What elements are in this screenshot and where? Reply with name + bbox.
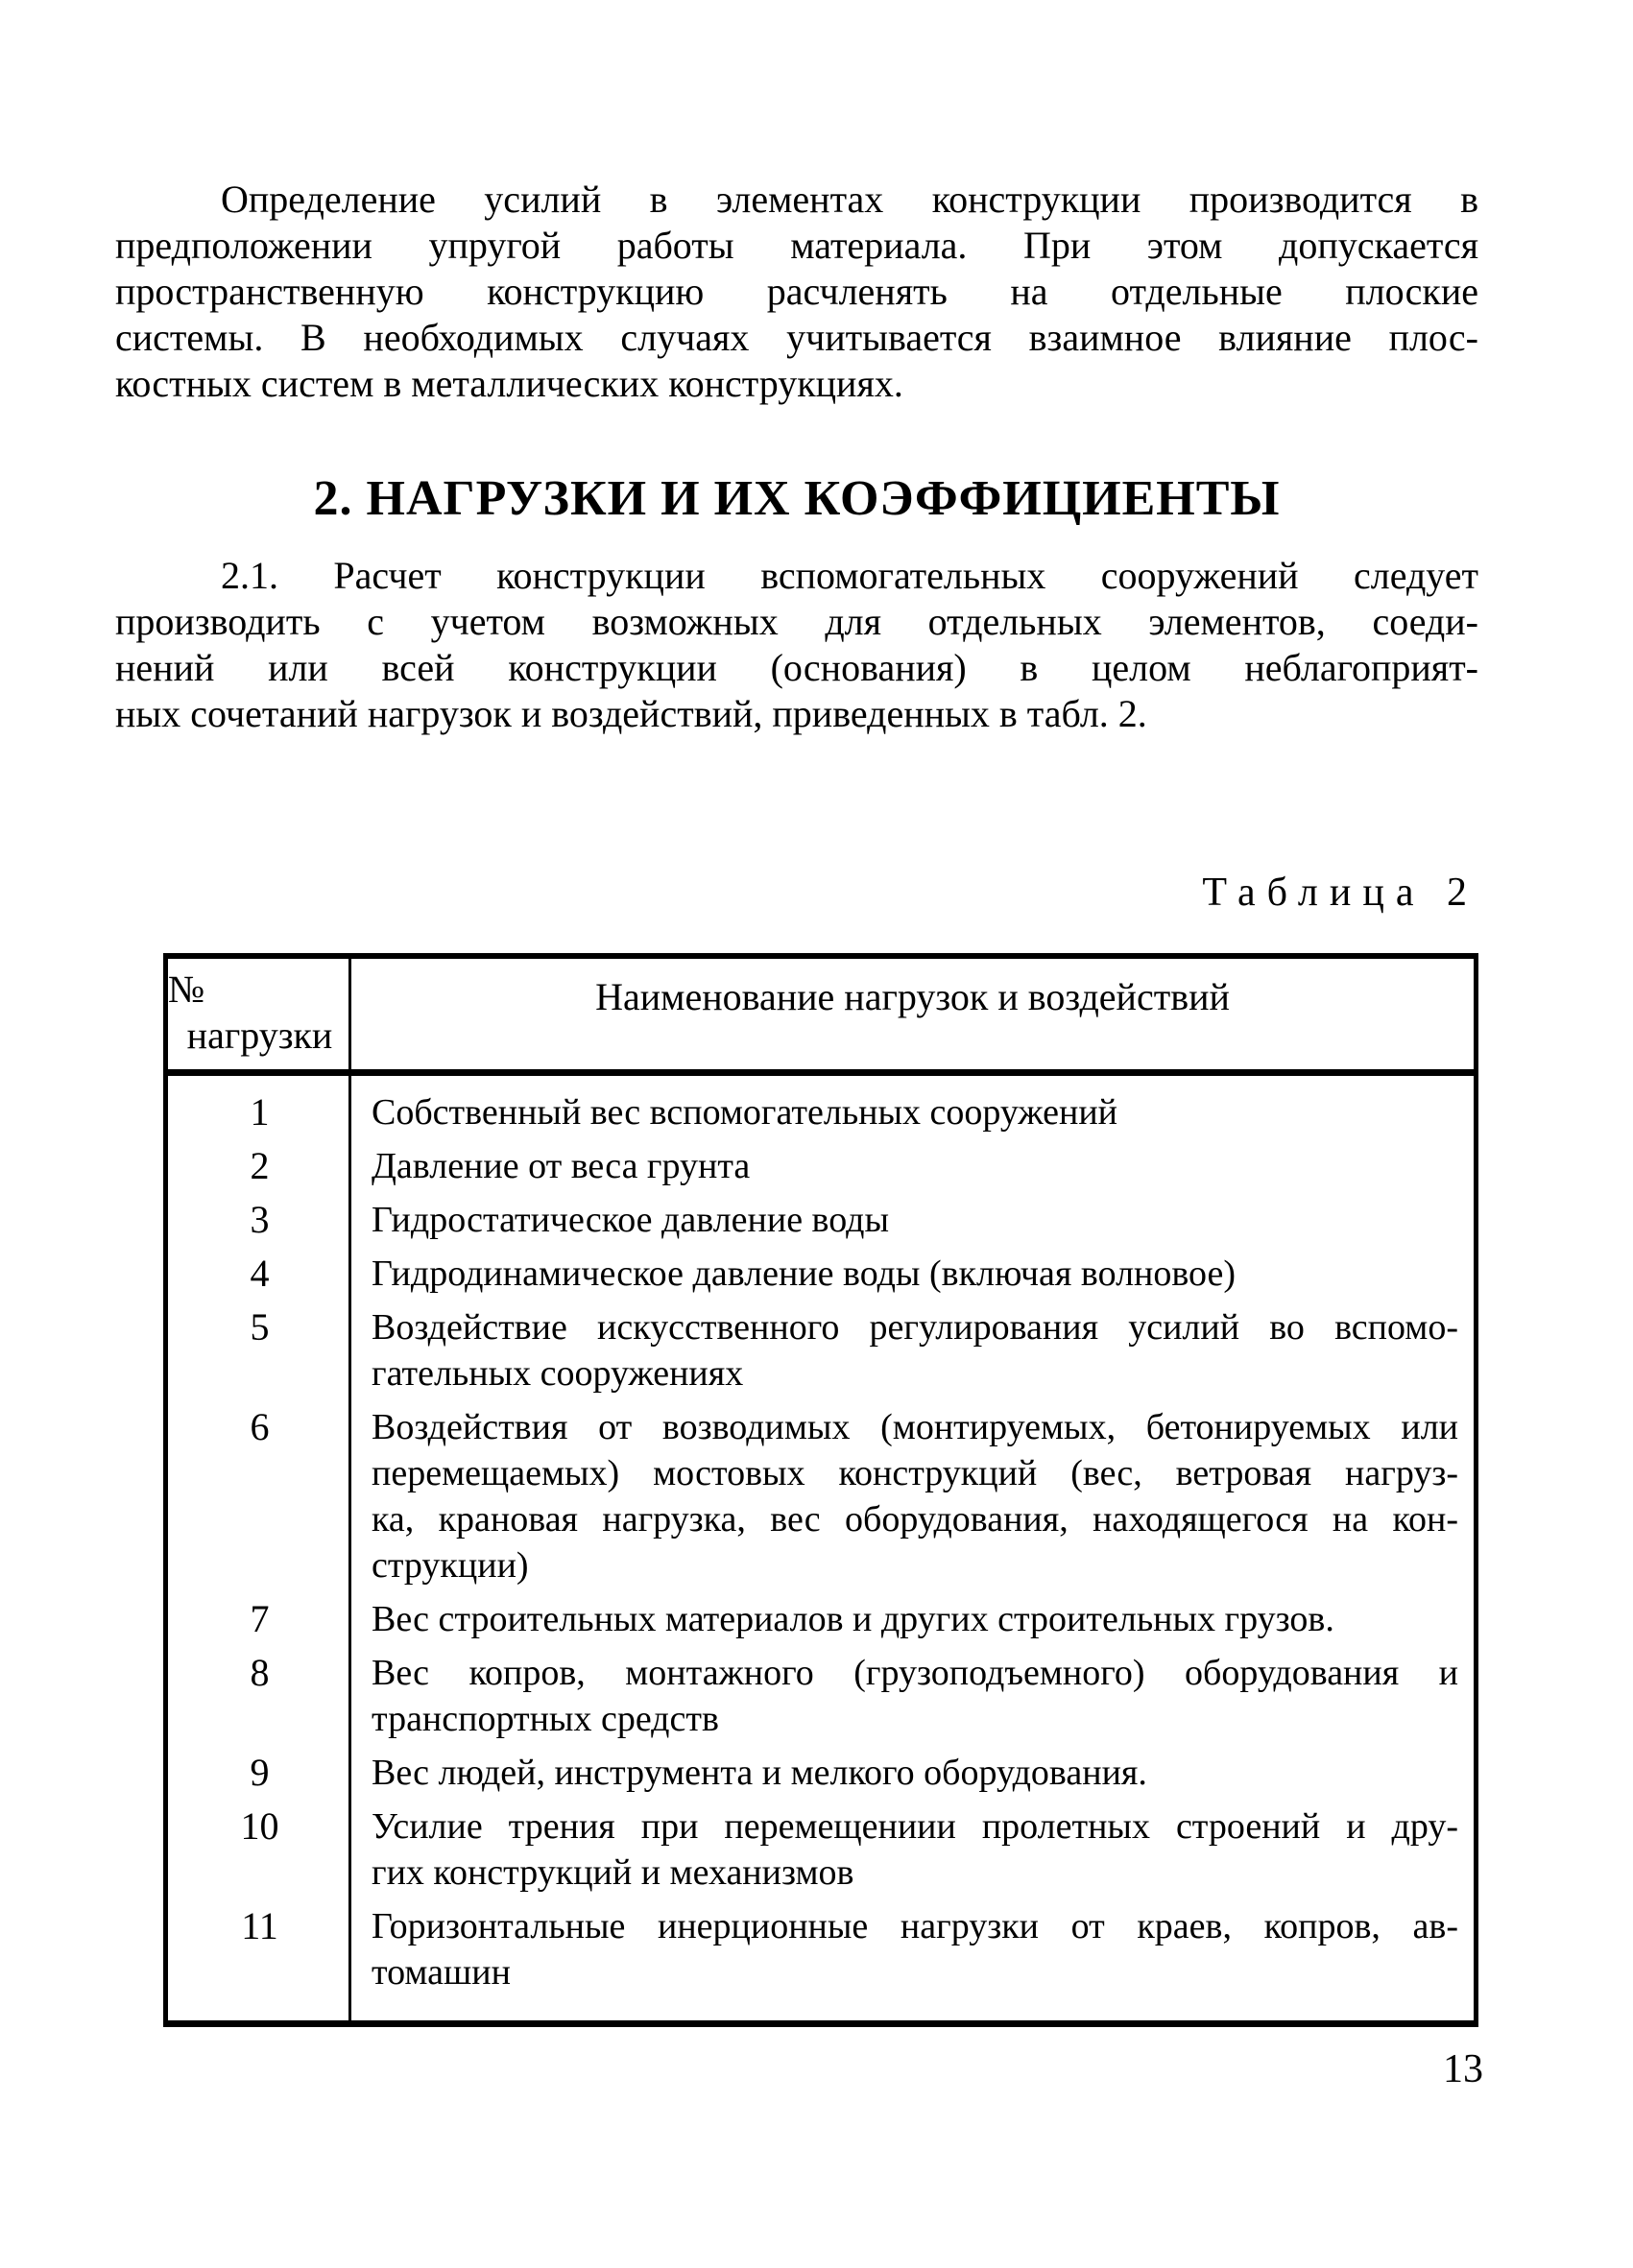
section-heading: 2. НАГРУЗКИ И ИХ КОЭФФИЦИЕНТЫ xyxy=(313,471,1281,526)
text-line: Воздействия от возводимых (монтируемых, бетонируемых или xyxy=(372,1407,1458,1447)
text-line: нагрузки xyxy=(186,1014,333,1057)
text-line: томашин xyxy=(372,1952,511,1993)
row-text xyxy=(351,1596,1474,1642)
row-number: 8 xyxy=(250,1651,270,1694)
table-body xyxy=(168,1076,1474,1995)
row-text xyxy=(351,1750,1474,1796)
text-line: Усилие трения при перемещениии пролетных строений и дру- xyxy=(372,1806,1458,1847)
row-number: 7 xyxy=(250,1597,270,1640)
text-line: транспортных средств xyxy=(372,1699,719,1739)
text-line: Собственный вес вспомогательных сооружений xyxy=(372,1092,1118,1133)
text-line: Горизонтальные инерционные нагрузки от краев, копров, ав- xyxy=(372,1906,1458,1946)
table-row xyxy=(168,1803,1474,1896)
text-line: струкции) xyxy=(372,1545,529,1586)
text-line: нений или всей конструкции (основания) в целом неблагоприят- xyxy=(115,646,1478,689)
text-line: Определение усилий в элементах конструкции производится в xyxy=(221,178,1478,221)
text-line: перемещаемых) мостовых конструкций (вес, ветровая нагруз- xyxy=(372,1453,1458,1493)
row-text xyxy=(351,1251,1474,1297)
text-line: Гидростатическое давление воды xyxy=(372,1200,890,1240)
paragraph-2-1 xyxy=(115,553,1478,737)
col-header-load-name xyxy=(351,959,1474,1069)
row-number: 9 xyxy=(250,1751,270,1794)
text-line: предположении упругой работы материала. При этом допускается xyxy=(115,224,1478,267)
table-row xyxy=(168,1650,1474,1742)
page-number: 13 xyxy=(1443,2047,1483,2091)
row-text xyxy=(351,1803,1474,1896)
row-number: 10 xyxy=(240,1804,279,1848)
table-row xyxy=(168,1197,1474,1243)
text-line: костных систем в металлических конструкциях. xyxy=(115,362,903,405)
row-text xyxy=(351,1903,1474,1995)
row-number: 3 xyxy=(250,1198,270,1241)
table-row xyxy=(168,1404,1474,1588)
text-line: Воздействие искусственного регулирования усилий во вспомо- xyxy=(372,1307,1458,1348)
text-line: пространственную конструкцию расчленять на отдельные плоские xyxy=(115,270,1478,313)
text-line: Давление от веса грунта xyxy=(372,1146,751,1186)
table-row xyxy=(168,1089,1474,1135)
row-text xyxy=(351,1143,1474,1189)
row-text xyxy=(351,1404,1474,1588)
loads-table xyxy=(163,953,1478,2027)
table-row xyxy=(168,1304,1474,1397)
intro-paragraph xyxy=(115,177,1478,407)
text-line: ных сочетаний нагрузок и воздействий, приведенных в табл. 2. xyxy=(115,692,1147,735)
row-text xyxy=(351,1650,1474,1742)
table-row xyxy=(168,1143,1474,1189)
text-line: ка, крановая нагрузка, вес оборудования, находящегося на кон- xyxy=(372,1499,1458,1540)
text-line: системы. В необходимых случаях учитывается взаимное влияние плос- xyxy=(115,316,1478,359)
row-number: 4 xyxy=(250,1252,270,1295)
table-row xyxy=(168,1750,1474,1796)
text-line: Вес копров, монтажного (грузоподъемного) оборудования и xyxy=(372,1653,1458,1693)
text-line: производить с учетом возможных для отдельных элементов, соеди- xyxy=(115,600,1478,643)
page-content xyxy=(115,0,1478,2027)
table-caption: Таблица 2 xyxy=(1202,871,1478,915)
text-line: Вес строительных материалов и других строительных грузов. xyxy=(372,1599,1334,1639)
text-line: № xyxy=(168,967,205,1011)
table-row xyxy=(168,1596,1474,1642)
row-text xyxy=(351,1089,1474,1135)
row-text xyxy=(351,1304,1474,1397)
text-line: Вес людей, инструмента и мелкого оборудования. xyxy=(372,1753,1147,1793)
text-line: гательных сооружениях xyxy=(372,1353,744,1394)
col-header-load-name-label: Наименование нагрузок и воздействий xyxy=(595,975,1230,1018)
row-number: 5 xyxy=(250,1305,270,1349)
text-line: 2.1. Расчет конструкции вспомогательных сооружений следует xyxy=(221,554,1478,597)
row-number: 2 xyxy=(250,1144,270,1187)
col-header-load-number xyxy=(168,959,351,1069)
row-number: 6 xyxy=(250,1405,270,1448)
table-header-row xyxy=(168,959,1474,1076)
text-line: Гидродинамическое давление воды (включая волновое) xyxy=(372,1253,1237,1294)
text-line: гих конструкций и механизмов xyxy=(372,1852,854,1893)
table-row xyxy=(168,1903,1474,1995)
row-number: 11 xyxy=(241,1904,278,1947)
table-row xyxy=(168,1251,1474,1297)
row-number: 1 xyxy=(250,1090,270,1134)
row-text xyxy=(351,1197,1474,1243)
